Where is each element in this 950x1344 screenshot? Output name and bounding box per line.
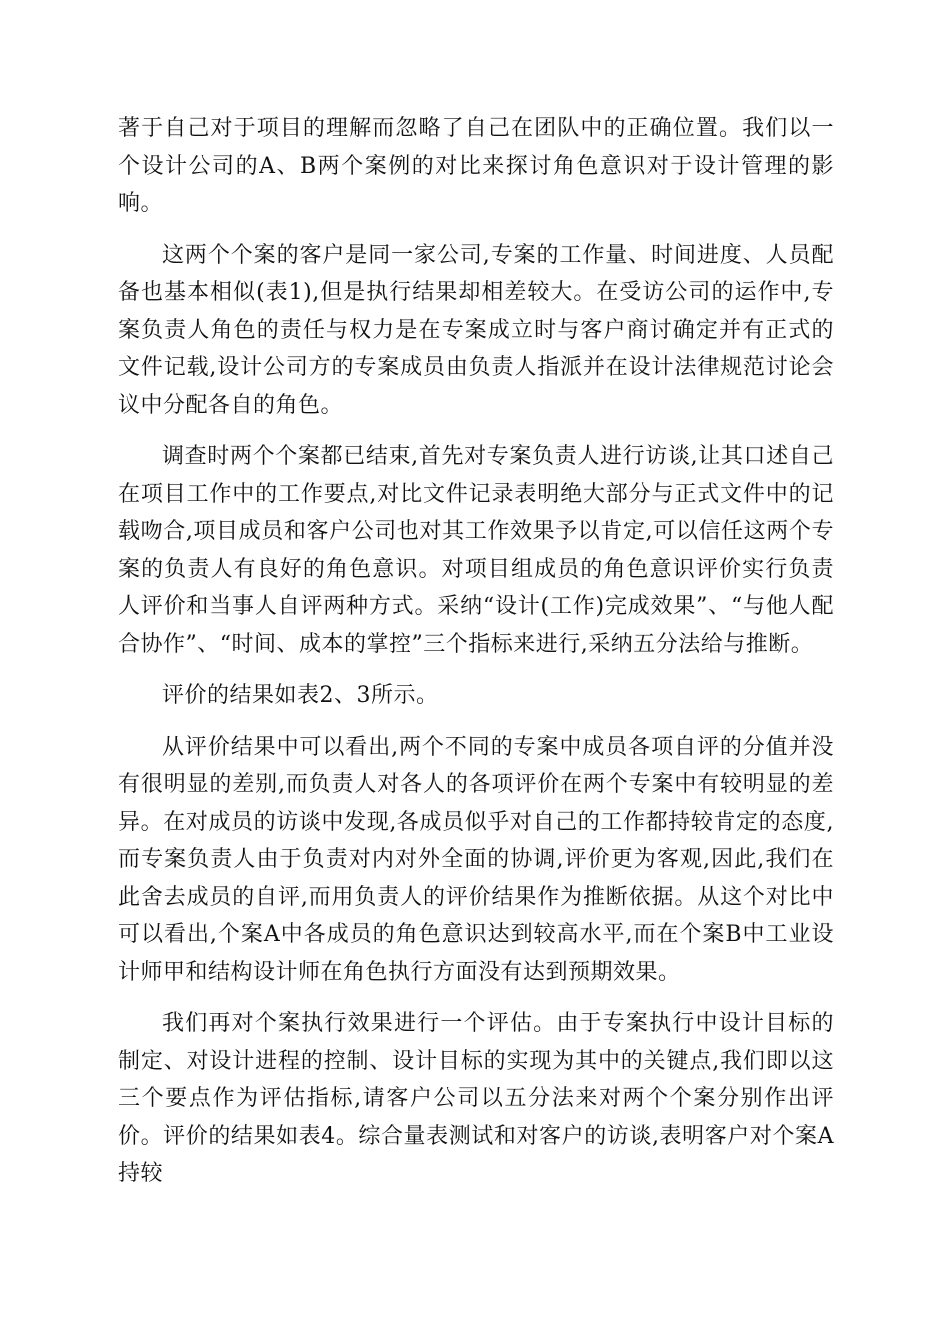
paragraph-continuation: 著于自己对于项目的理解而忽略了自己在团队中的正确位置。我们以一个设计公司的A、B两个案例的对比来探讨角色意识对于设计管理的影响。 [118,116,834,216]
paragraph-case-background: 这两个个案的客户是同一家公司,专案的工作量、时间进度、人员配备也基本相似(表1),但是执行结果却相差较大。在受访公司的运作中,专案负责人角色的责任与权力是在专案成立时与客户商讨确定并有正式的文件记载,设计公司方的专案成员由负责人指派并在设计法律规范讨论会议中分配各自的角色。 [118,242,834,418]
document-page [118,110,834,1207]
paragraph-case-evaluation: 我们再对个案执行效果进行一个评估。由于专案执行中设计目标的制定、对设计进程的控制、设计目标的实现为其中的关键点,我们即以这三个要点作为评估指标,请客户公司以五分法来对两个个案分别作出评价。评价的结果如表4。综合量表测试和对客户的访谈,表明客户对个案A持较 [118,1011,834,1186]
paragraph-results-reference: 评价的结果如表2、3所示。 [162,683,439,708]
paragraph-investigation: 调查时两个个案都已结束,首先对专案负责人进行访谈,让其口述自己在项目工作中的工作要点,对比文件记录表明绝大部分与正式文件中的记载吻合,项目成员和客户公司也对其工作效果予以肯定,可以信任这两个专案的负责人有良好的角色意识。对项目组成员的角色意识评价实行负责人评价和当事人自评两种方式。采纳“设计(工作)完成效果”、“与他人配合协作”、“时间、成本的掌控”三个指标来进行,采纳五分法给与推断。 [118,444,834,657]
paragraph-results-analysis: 从评价结果中可以看出,两个不同的专案中成员各项自评的分值并没有很明显的差别,而负责人对各人的各项评价在两个专案中有较明显的差异。在对成员的访谈中发现,各成员似乎对自己的工作都持较肯定的态度,而专案负责人由于负责对内对外全面的协调,评价更为客观,因此,我们在此舍去成员的自评,而用负责人的评价结果作为推断依据。从这个对比中可以看出,个案A中各成员的角色意识达到较高水平,而在个案B中工业设计师甲和结构设计师在角色执行方面没有达到预期效果。 [118,734,834,985]
